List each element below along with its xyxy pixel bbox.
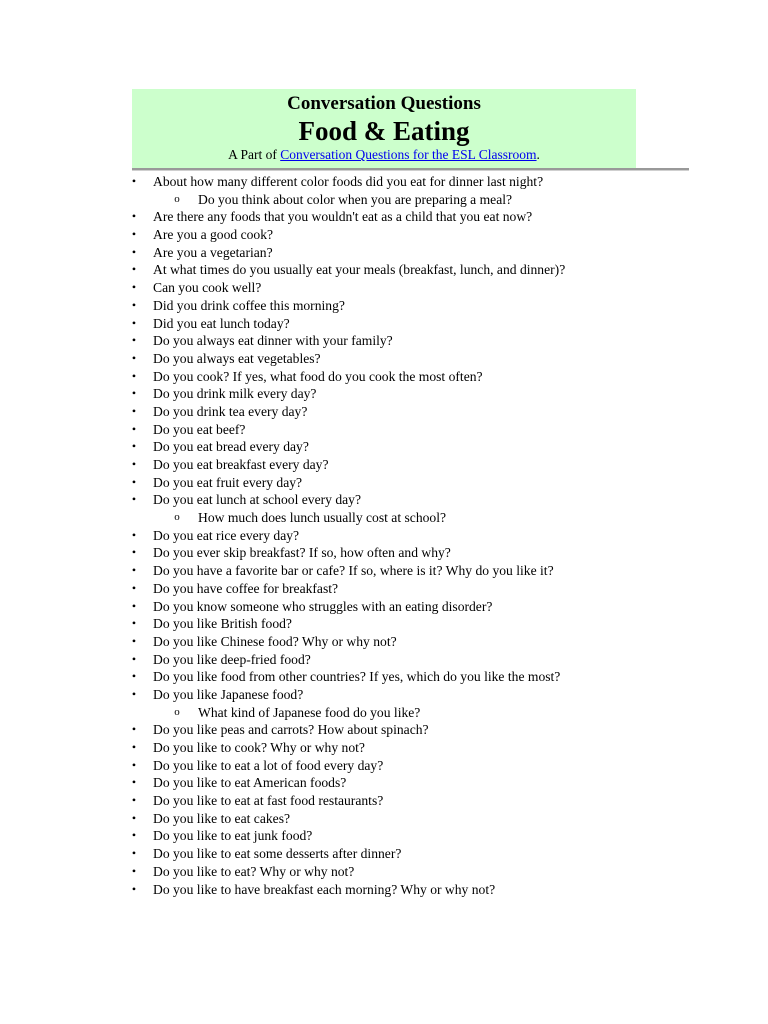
header-divider <box>132 168 689 171</box>
question-item <box>0 421 768 439</box>
question-item <box>0 739 768 757</box>
question-text: Can you cook well? <box>153 280 262 296</box>
question-item <box>0 845 768 863</box>
bullet-icon: • <box>131 740 137 754</box>
question-item <box>0 580 768 598</box>
question-text: Do you like to eat junk food? <box>153 828 313 844</box>
bullet-icon: • <box>131 227 137 242</box>
question-item <box>0 173 768 191</box>
question-text: Do you know someone who struggles with an eating disorder? <box>153 598 493 614</box>
question-item <box>0 827 768 845</box>
question-text: Do you like to eat American foods? <box>153 775 347 791</box>
question-text: Do you like Chinese food? Why or why not? <box>153 633 397 649</box>
question-item <box>0 350 768 368</box>
bullet-icon: • <box>131 881 137 896</box>
question-text: Do you like Japanese food? <box>153 686 304 702</box>
question-text: Do you cook? If yes, what food do you cook the most often? <box>153 368 483 384</box>
question-item <box>0 562 768 580</box>
question-text: Do you always eat vegetables? <box>153 350 321 366</box>
question-item <box>0 792 768 810</box>
title-banner <box>132 89 636 168</box>
question-text: Do you like deep-fried food? <box>153 651 311 667</box>
question-text: Did you drink coffee this morning? <box>153 297 345 313</box>
question-text: Do you eat bread every day? <box>153 439 309 455</box>
question-text: Do you like to have breakfast each morning? Why or why not? <box>153 881 496 897</box>
bullet-icon: • <box>131 492 137 507</box>
question-item <box>0 757 768 775</box>
question-text: Do you think about color when you are preparing a meal? <box>198 191 513 207</box>
question-item <box>0 208 768 226</box>
bullet-icon: • <box>131 793 137 808</box>
question-text: Do you like peas and carrots? How about spinach? <box>153 722 429 738</box>
question-text: How much does lunch usually cost at school? <box>198 510 447 526</box>
question-text: Do you eat breakfast every day? <box>153 457 329 472</box>
question-item <box>0 368 768 386</box>
bullet-icon: • <box>131 686 137 701</box>
question-text: At what times do you usually eat your meals (breakfast, lunch, and dinner)? <box>153 262 566 278</box>
esl-classroom-link[interactable]: Conversation Questions for the ESL Classroom <box>280 147 537 162</box>
question-item <box>0 491 768 509</box>
question-item <box>0 244 768 262</box>
question-text: Do you like British food? <box>153 616 292 632</box>
question-item <box>0 385 768 403</box>
question-list <box>0 173 768 898</box>
question-item <box>0 633 768 651</box>
bullet-icon: • <box>131 333 137 348</box>
question-text: Do you like food from other countries? If yes, which do you like the most? <box>153 669 561 685</box>
bullet-icon: • <box>131 846 137 861</box>
question-item <box>0 527 768 545</box>
bullet-icon: • <box>131 616 137 631</box>
bullet-icon: • <box>131 262 137 277</box>
question-text: Do you like to eat at fast food restaurants? <box>153 793 384 809</box>
sub-question-item <box>0 191 768 209</box>
sub-question-item <box>0 704 768 722</box>
page-subtitle: Conversation Questions <box>287 93 481 114</box>
question-item <box>0 315 768 333</box>
bullet-icon: • <box>131 297 137 312</box>
bullet-icon: • <box>131 580 137 595</box>
bullet-icon: • <box>131 669 137 684</box>
sub-bullet-icon: o <box>174 192 180 205</box>
question-text: Are you a good cook? <box>153 227 274 243</box>
bullet-icon: • <box>131 651 137 666</box>
question-item <box>0 279 768 297</box>
sub-bullet-icon: o <box>174 511 180 524</box>
question-item <box>0 403 768 421</box>
bullet-icon: • <box>131 457 137 471</box>
source-prefix: A Part of <box>228 147 281 162</box>
page-title: Food & Eating <box>298 116 470 146</box>
question-text: Do you drink tea every day? <box>153 403 308 419</box>
question-text: Do you always eat dinner with your family? <box>153 333 393 349</box>
bullet-icon: • <box>131 350 137 365</box>
question-text: Do you like to eat a lot of food every day? <box>153 757 384 773</box>
question-text: What kind of Japanese food do you like? <box>198 704 421 720</box>
question-text: Did you eat lunch today? <box>153 315 290 331</box>
question-item <box>0 668 768 686</box>
question-text: Are there any foods that you wouldn't eat as a child that you eat now? <box>153 209 533 225</box>
question-text: Do you have a favorite bar or cafe? If so, where is it? Why do you like it? <box>153 563 554 579</box>
bullet-icon: • <box>131 174 137 188</box>
bullet-icon: • <box>131 386 137 401</box>
question-item <box>0 881 768 899</box>
bullet-icon: • <box>131 315 137 330</box>
bullet-icon: • <box>131 722 137 737</box>
question-item <box>0 544 768 562</box>
source-suffix: . <box>536 147 540 162</box>
bullet-icon: • <box>131 403 137 418</box>
question-item <box>0 598 768 616</box>
question-text: Do you drink milk every day? <box>153 386 317 402</box>
question-item <box>0 651 768 669</box>
bullet-icon: • <box>131 209 137 224</box>
bullet-icon: • <box>131 421 137 436</box>
bullet-icon: • <box>131 863 137 878</box>
question-text: Do you like to eat? Why or why not? <box>153 863 355 879</box>
question-text: Do you like to eat cakes? <box>153 810 291 826</box>
bullet-icon: • <box>131 598 137 613</box>
question-item <box>0 863 768 881</box>
question-text: Do you eat rice every day? <box>153 527 300 543</box>
question-text: Do you eat beef? <box>153 421 246 437</box>
question-text: Do you have coffee for breakfast? <box>153 580 339 596</box>
question-text: About how many different color foods did you eat for dinner last night? <box>153 174 544 189</box>
question-item <box>0 615 768 633</box>
bullet-icon: • <box>131 545 137 560</box>
question-text: Do you eat lunch at school every day? <box>153 492 361 508</box>
bullet-icon: • <box>131 563 137 578</box>
bullet-icon: • <box>131 439 137 454</box>
bullet-icon: • <box>131 775 137 790</box>
question-item <box>0 438 768 456</box>
question-item <box>0 686 768 704</box>
bullet-icon: • <box>131 828 137 843</box>
question-text: Do you like to eat some desserts after dinner? <box>153 846 402 862</box>
bullet-icon: • <box>131 244 137 259</box>
question-item <box>0 261 768 279</box>
bullet-icon: • <box>131 280 137 295</box>
question-item <box>0 226 768 244</box>
question-item <box>0 332 768 350</box>
question-item <box>0 721 768 739</box>
question-text: Do you ever skip breakfast? If so, how often and why? <box>153 545 451 561</box>
question-item <box>0 297 768 315</box>
bullet-icon: • <box>131 368 137 383</box>
question-item <box>0 774 768 792</box>
question-item <box>0 810 768 828</box>
question-text: Do you eat fruit every day? <box>153 474 303 490</box>
bullet-icon: • <box>131 633 137 648</box>
question-text: Do you like to cook? Why or why not? <box>153 740 365 755</box>
sub-question-item <box>0 509 768 527</box>
source-line <box>132 147 636 163</box>
question-item <box>0 474 768 492</box>
sub-bullet-icon: o <box>174 705 180 718</box>
bullet-icon: • <box>131 810 137 825</box>
question-item <box>0 456 768 474</box>
bullet-icon: • <box>131 757 137 772</box>
bullet-icon: • <box>131 474 137 489</box>
question-text: Are you a vegetarian? <box>153 244 273 260</box>
bullet-icon: • <box>131 527 137 542</box>
